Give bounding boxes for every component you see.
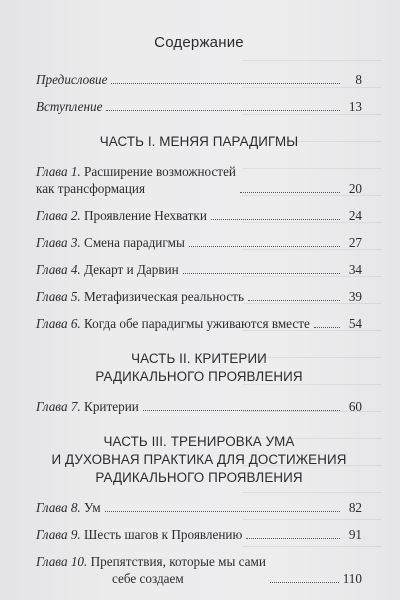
toc-entry-chapter-7 [36,398,362,415]
part-heading-1 [36,133,362,151]
dot-leader [143,410,340,411]
entry-label: Вступление [36,99,103,114]
part-heading-3 [36,433,362,487]
page-number: 60 [348,399,362,414]
toc-entry-chapter-2 [36,207,362,224]
chapter-title: Проявление Нехватки [84,208,207,223]
dot-leader [183,273,340,274]
chapter-label: Глава 9. [36,527,81,542]
chapter-label: Глава 6. [36,316,81,331]
page-number: 82 [348,500,362,515]
chapter-title: Ум [84,500,101,515]
page-number: 54 [348,316,362,331]
part-heading-line: ЧАСТЬ II. КРИТЕРИИ [131,351,267,366]
chapter-title-cont: как трансформация [36,181,146,196]
entry-text [36,553,266,587]
part-heading-line: ЧАСТЬ III. ТРЕНИРОВКА УМА [103,434,295,449]
toc-entry-chapter-5 [36,288,362,305]
part-heading-line: РАДИКАЛЬНОГО ПРОЯВЛЕНИЯ [95,369,303,384]
chapter-label: Глава 7. [36,399,81,414]
dot-leader [211,219,340,220]
chapter-label: Глава 4. [36,262,81,277]
toc-entry-introduction [36,98,362,115]
page-number: 91 [348,527,362,542]
chapter-label: Глава 5. [36,289,81,304]
chapter-title: Критерии [84,399,139,414]
page-number: 24 [348,208,362,223]
toc-entry-chapter-9 [36,526,362,543]
dot-leader [106,110,340,111]
chapter-title: Метафизическая реальность [84,289,244,304]
dot-leader [248,300,340,301]
part-heading-line: РАДИКАЛЬНОГО ПРОЯВЛЕНИЯ [95,470,303,485]
chapter-title: Препятствия, которые мы сами [90,554,266,569]
toc-entry-chapter-8 [36,499,362,516]
toc-entry-chapter-10 [36,553,362,587]
chapter-label: Глава 1. [36,164,81,179]
toc-entry-foreword [36,71,362,88]
page-title: Содержание [154,34,244,51]
part-heading-line: ЧАСТЬ I. МЕНЯЯ ПАРАДИГМЫ [99,134,299,149]
chapter-title: Шесть шагов к Проявлению [84,527,243,542]
dot-leader [105,511,340,512]
page-number: 8 [355,72,362,87]
chapter-label: Глава 8. [36,500,81,515]
dot-leader [270,582,339,583]
dot-leader [246,538,340,539]
entry-label: Предисловие [36,72,108,87]
chapter-title: Расширение возможностей [84,164,236,179]
dot-leader [314,327,340,328]
chapter-title: Декарт и Дарвин [84,262,179,277]
chapter-label: Глава 10. [36,554,88,569]
part-heading-line: И ДУХОВНАЯ ПРАКТИКА ДЛЯ ДОСТИЖЕНИЯ [51,452,347,467]
dot-leader [111,83,340,84]
page-number: 39 [348,289,362,304]
page-number: 27 [348,235,362,250]
entry-text [36,163,236,197]
toc-entry-chapter-6 [36,315,362,332]
toc-entry-chapter-1 [36,163,362,197]
chapter-title-cont: себе создаем [112,571,184,586]
dot-leader [240,192,340,193]
chapter-title: Смена парадигмы [84,235,185,250]
page-number: 34 [348,262,362,277]
chapter-label: Глава 2. [36,208,81,223]
page-number: 13 [348,99,362,114]
chapter-label: Глава 3. [36,235,81,250]
page-number: 110 [342,571,362,586]
dot-leader [189,246,340,247]
toc-entry-chapter-4 [36,261,362,278]
chapter-title: Когда обе парадигмы уживаются вместе [84,316,310,331]
toc-entry-chapter-3 [36,234,362,251]
page-number: 20 [348,181,362,196]
part-heading-2 [36,350,362,386]
